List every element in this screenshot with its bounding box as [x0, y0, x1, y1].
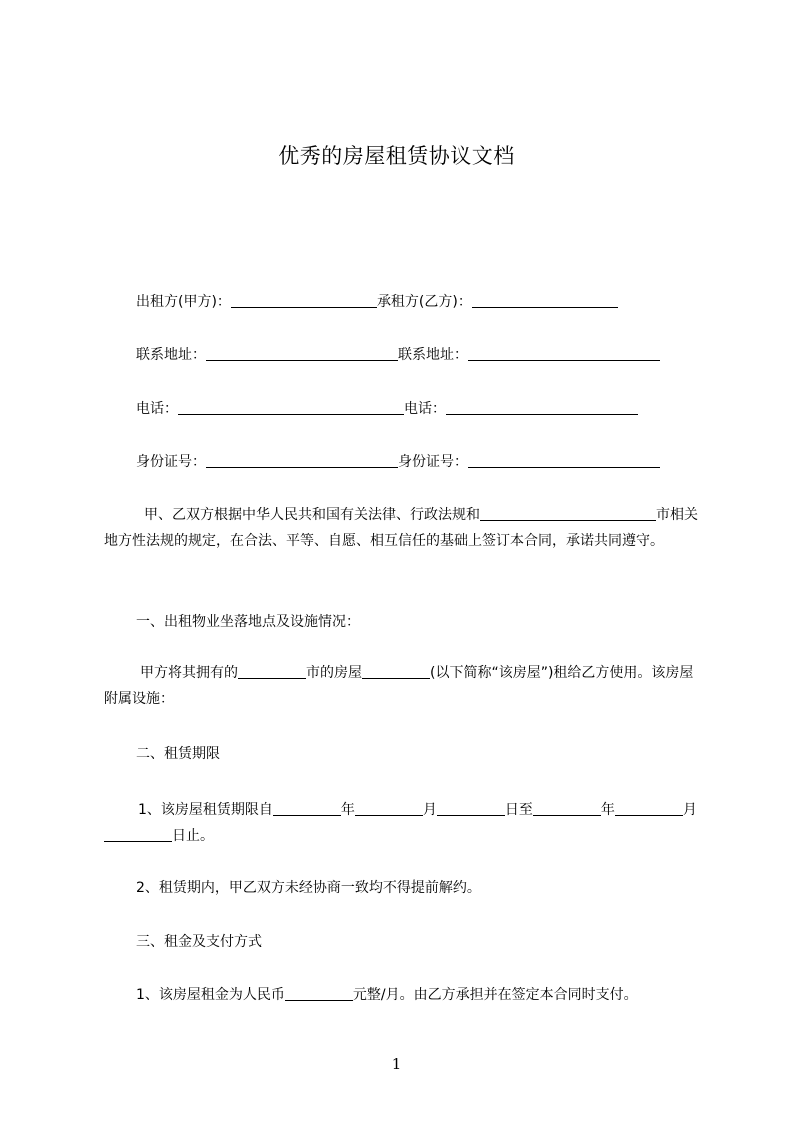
- end-month-blank: [615, 801, 683, 816]
- lessee-id-label: 身份证号：: [398, 454, 468, 470]
- lease-term-paragraph: [104, 797, 704, 849]
- lessor-blank: [231, 293, 377, 308]
- lessor-id-label: 身份证号：: [136, 454, 206, 470]
- section1-text-1: 甲方将其拥有的: [140, 665, 238, 681]
- section1-city-blank: [238, 664, 306, 679]
- lessee-blank: [472, 293, 618, 308]
- lessee-address-blank: [468, 346, 660, 361]
- intro-paragraph: [104, 502, 704, 554]
- party-names-row: [136, 292, 618, 312]
- address-row: [136, 345, 660, 365]
- lessor-phone-blank: [178, 400, 404, 415]
- end-day-blank: [104, 827, 172, 842]
- month2-label: 月: [682, 802, 697, 818]
- year2-label: 年: [600, 802, 615, 818]
- rent-amount-clause: [136, 985, 638, 1005]
- lessee-id-blank: [468, 453, 660, 468]
- early-termination-clause: 2、租赁期内，甲乙双方未经协商一致均不得提前解约。: [136, 880, 481, 896]
- rent-text-2: 元整/月。由乙方承担并在签定本合同时支付。: [352, 987, 638, 1003]
- lessor-phone-label: 电话：: [136, 401, 178, 417]
- lessor-address-blank: [206, 346, 398, 361]
- section3-heading: 三、租金及支付方式: [136, 934, 262, 950]
- section2-heading: 二、租赁期限: [136, 746, 220, 762]
- rent-text-1: 1、该房屋租金为人民币: [136, 987, 285, 1003]
- lessee-phone-blank: [446, 400, 638, 415]
- lessee-address-label: 联系地址：: [398, 347, 468, 363]
- lessor-address-label: 联系地址：: [136, 347, 206, 363]
- end-year-blank: [533, 801, 601, 816]
- start-day-blank: [437, 801, 505, 816]
- page-number: 1: [391, 1055, 402, 1073]
- id-number-row: [136, 452, 660, 472]
- section1-text-2: 市的房屋: [306, 665, 362, 681]
- section1-heading: 一、出租物业坐落地点及设施情况：: [136, 614, 360, 630]
- start-month-blank: [355, 801, 423, 816]
- section1-paragraph: [104, 660, 704, 712]
- lease-term-text: 1、该房屋租赁期限自: [138, 802, 273, 818]
- lessor-label: 出租方(甲方)：: [136, 294, 231, 310]
- lessee-label: 承租方(乙方)：: [376, 294, 472, 310]
- month-label: 月: [422, 802, 437, 818]
- start-year-blank: [273, 801, 341, 816]
- lessor-id-blank: [206, 453, 398, 468]
- intro-blank: [480, 506, 656, 521]
- rent-blank: [285, 986, 353, 1001]
- day-to-label: 日至: [504, 802, 533, 818]
- lessee-phone-label: 电话：: [404, 401, 446, 417]
- document-title: 优秀的房屋租赁协议文档: [278, 144, 515, 168]
- intro-text-1: 甲、乙双方根据中华人民共和国有关法律、行政法规和: [144, 507, 480, 523]
- year-label: 年: [340, 802, 355, 818]
- phone-row: [136, 399, 638, 419]
- end-label: 日止。: [172, 828, 214, 844]
- section1-text-3: (以下简称“该房屋”)租给乙方使用。该房屋附属设施：: [104, 665, 694, 707]
- intro-text-2: 市相关地方性法规的规定，在合法、平等、自愿、相互信任的基础上签订本合同，承诺共同遵守。: [104, 507, 698, 549]
- section1-house-blank: [362, 664, 430, 679]
